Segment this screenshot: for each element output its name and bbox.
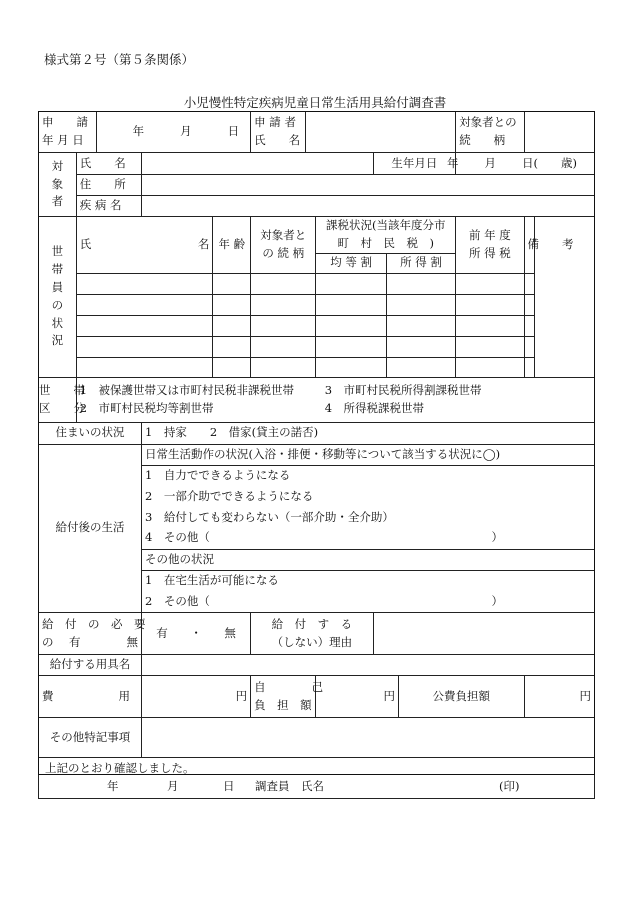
notes-row bbox=[39, 718, 595, 758]
subject-address-field[interactable] bbox=[142, 175, 595, 196]
subject-disease-row bbox=[39, 196, 595, 217]
necessity-yes-no[interactable]: 有 ・ 無 bbox=[142, 613, 251, 655]
item-name-field[interactable] bbox=[142, 655, 595, 676]
life-after-label: 給付後の生活 bbox=[39, 444, 142, 613]
applicant-name-field[interactable] bbox=[306, 112, 456, 153]
other-status-option-1[interactable]: 1 在宅生活が可能になる bbox=[142, 570, 595, 591]
item-name-label: 給付する用具名 bbox=[39, 655, 142, 676]
household-class-option-4[interactable]: 4 所得税課税世帯 bbox=[324, 400, 425, 415]
applicant-name-label: 申 請 者 氏 名 bbox=[251, 112, 306, 153]
necessity-reason-field[interactable] bbox=[373, 613, 594, 655]
subject-group-label: 対 象 者 bbox=[39, 153, 77, 217]
household-col-prev-tax: 前 年 度 所 得 税 bbox=[456, 217, 524, 274]
application-date-field[interactable]: 年 月 日 bbox=[97, 112, 251, 153]
housing-row bbox=[39, 422, 595, 444]
household-member-row[interactable] bbox=[39, 273, 595, 294]
subject-disease-field[interactable] bbox=[142, 196, 595, 217]
adl-option-4[interactable]: 4 その他（ ） bbox=[142, 528, 595, 549]
seal-mark: (印) bbox=[499, 779, 520, 794]
household-member-row[interactable] bbox=[39, 357, 595, 377]
form-title: 小児慢性特定疾病児童日常生活用具給付調査書 bbox=[183, 95, 447, 110]
relation-field[interactable] bbox=[524, 112, 594, 153]
household-col-remarks: 備 考 bbox=[524, 217, 534, 274]
other-status-option-2[interactable]: 2 その他（ ） bbox=[142, 591, 595, 612]
life-after-row bbox=[39, 444, 595, 465]
necessity-row bbox=[39, 613, 595, 655]
form-reference: 様式第２号（第５条関係） bbox=[44, 52, 195, 67]
subject-name-field[interactable] bbox=[142, 153, 374, 175]
notes-field[interactable] bbox=[142, 718, 595, 758]
application-row bbox=[39, 112, 595, 153]
confirmation-row bbox=[39, 758, 595, 799]
household-col-name: 氏 名 bbox=[76, 217, 213, 274]
public-pay-label: 公費負担額 bbox=[399, 676, 525, 718]
inspector-name-label: 調査員 氏名 bbox=[255, 779, 324, 794]
self-pay-field[interactable]: 円 bbox=[316, 676, 399, 718]
relation-label: 対象者との 続 柄 bbox=[456, 112, 524, 153]
household-col-relation: 対象者と の 続 柄 bbox=[251, 217, 316, 274]
housing-options[interactable]: 1 持家 2 借家(貸主の諾否) bbox=[142, 422, 595, 444]
adl-option-3[interactable]: 3 給付しても変わらない（一部介助・全介助） bbox=[142, 507, 595, 528]
necessity-label: 給 付 の 必 要 の 有 無 bbox=[39, 613, 142, 655]
subject-disease-label: 疾 病 名 bbox=[76, 196, 141, 217]
household-group-label: 世 帯 員 の 状 況 bbox=[39, 217, 77, 378]
adl-header: 日常生活動作の状況(入浴・排便・移動等について該当する状況に◯) bbox=[142, 444, 595, 465]
household-class-option-1[interactable]: 1 被保護世帯又は市町村民税非課税世帯 bbox=[79, 382, 295, 397]
subject-name-row bbox=[39, 153, 595, 175]
household-member-row[interactable] bbox=[39, 294, 595, 315]
birth-date-field[interactable]: 年 月 日( 歳) bbox=[456, 153, 595, 175]
public-pay-field[interactable]: 円 bbox=[524, 676, 594, 718]
confirmation-text: 上記のとおり確認しました。 bbox=[45, 761, 195, 776]
household-class-row bbox=[39, 377, 595, 422]
household-class-label: 世 帯 区 分 bbox=[39, 377, 77, 422]
household-class-options[interactable] bbox=[76, 377, 594, 422]
household-member-row[interactable] bbox=[39, 336, 595, 357]
household-member-row[interactable] bbox=[39, 315, 595, 336]
birth-date-label: 生年月日 bbox=[373, 153, 456, 175]
housing-label: 住まいの状況 bbox=[39, 422, 142, 444]
item-name-row bbox=[39, 655, 595, 676]
application-date-label: 申 請 年 月 日 bbox=[39, 112, 97, 153]
survey-form-table bbox=[38, 111, 595, 799]
subject-name-label: 氏 名 bbox=[76, 153, 141, 175]
household-col-tax-income: 所 得 割 bbox=[386, 253, 455, 273]
self-pay-label: 自 己 負 担 額 bbox=[251, 676, 316, 718]
other-status-header: その他の状況 bbox=[142, 549, 595, 570]
subject-address-row bbox=[39, 175, 595, 196]
household-col-tax-equal: 均 等 割 bbox=[316, 253, 386, 273]
household-header-row bbox=[39, 217, 595, 254]
cost-label: 費 用 bbox=[39, 676, 142, 718]
household-col-age: 年 齢 bbox=[213, 217, 251, 274]
notes-label: その他特記事項 bbox=[39, 718, 142, 758]
cost-field[interactable]: 円 bbox=[142, 676, 251, 718]
adl-option-2[interactable]: 2 一部介助でできるようになる bbox=[142, 486, 595, 507]
household-col-tax: 課税状況(当該年度分市 町 村 民 税 ) bbox=[316, 217, 456, 254]
necessity-reason-label: 給 付 す る （しない）理由 bbox=[251, 613, 373, 655]
household-class-option-2[interactable]: 2 市町村民税均等割世帯 bbox=[79, 400, 214, 415]
adl-option-1[interactable]: 1 自力でできるようになる bbox=[142, 465, 595, 486]
confirmation-block: 上記のとおり確認しました。 年 月 日 調査員 氏名 (印) bbox=[39, 758, 595, 799]
subject-address-label: 住 所 bbox=[76, 175, 141, 196]
household-class-option-3[interactable]: 3 市町村民税所得割課税世帯 bbox=[324, 382, 482, 397]
cost-row bbox=[39, 676, 595, 718]
